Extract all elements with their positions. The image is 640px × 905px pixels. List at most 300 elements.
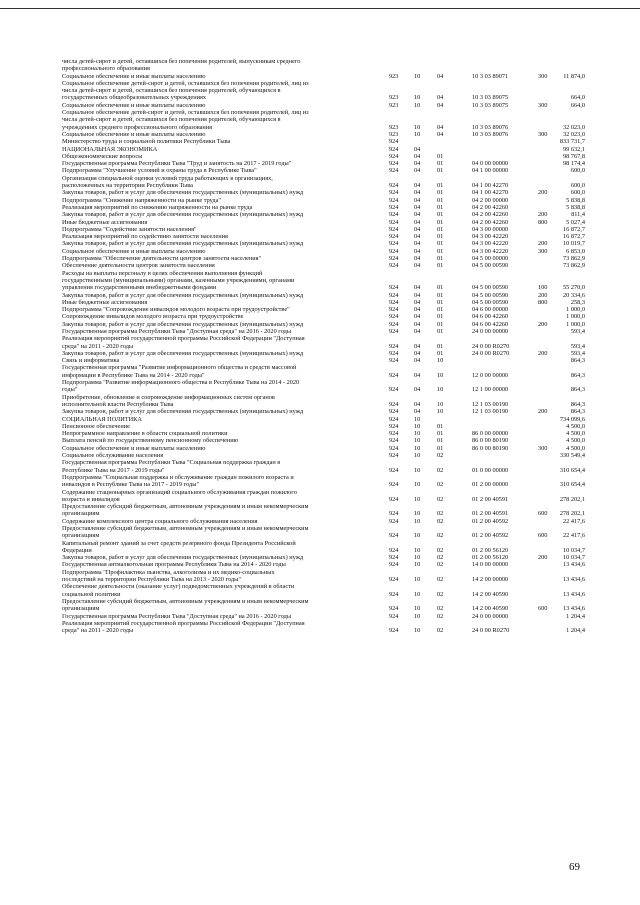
subsection-code: 01	[437, 437, 444, 445]
description-line: социальной политики	[62, 590, 121, 598]
description-line: Реализация мероприятий государственной программы Российской Федерации "Доступная	[62, 335, 305, 343]
table-row	[0, 394, 640, 409]
section-code: 04	[414, 225, 421, 233]
ministry-code: 924	[389, 400, 399, 408]
description-line: Реализация мероприятий по содействию занятости населения	[62, 233, 228, 241]
row-description	[62, 58, 380, 73]
amount: 16 872,7	[562, 233, 585, 241]
description-line: Подпрограмма "Социальная поддержка и обслуживание граждан пожилого возраста и	[62, 473, 294, 481]
row-description	[62, 423, 380, 430]
row-description	[62, 328, 380, 335]
target-article-code: 04 3 00 42220	[472, 240, 509, 248]
expense-type-code: 300	[538, 130, 548, 138]
ministry-code: 924	[389, 255, 399, 263]
target-article-code: 24 0 00 R0270	[472, 342, 510, 350]
section-code: 10	[414, 94, 421, 102]
amount: 10 019,7	[562, 240, 585, 248]
subsection-code: 02	[437, 517, 444, 525]
target-article-code: 12 0 00 00000	[472, 371, 509, 379]
subsection-code: 10	[437, 400, 444, 408]
amount: 32 023,0	[562, 130, 585, 138]
amount: 4 500,0	[566, 444, 585, 452]
subsection-code: 02	[437, 627, 444, 635]
ministry-code: 924	[389, 605, 399, 613]
description-line: последствий на территории Республики Тыва на 2013 - 2020 годы"	[62, 576, 241, 584]
row-description	[62, 350, 380, 357]
amount: 1 000,0	[566, 306, 585, 314]
section-code: 10	[414, 452, 421, 460]
description-line: Непрограммное направление в области социальной политики	[62, 430, 228, 438]
section-code: 04	[414, 306, 421, 314]
row-description	[62, 73, 380, 80]
table-row	[0, 445, 640, 452]
table-row	[0, 583, 640, 598]
ministry-code: 924	[389, 554, 399, 562]
ministry-code: 924	[389, 291, 399, 299]
section-code: 04	[414, 320, 421, 328]
target-article-code: 04 6 00 42260	[472, 313, 509, 321]
target-article-code: 01 0 00 00000	[472, 466, 509, 474]
table-row	[0, 408, 640, 415]
target-article-code: 10 3 03 89076	[472, 123, 509, 131]
ministry-code: 924	[389, 342, 399, 350]
row-description	[62, 175, 380, 190]
description-line: Государственная программа Республики Тыва "Социальная поддержка граждан в	[62, 459, 281, 467]
amount: 22 417,6	[562, 532, 585, 540]
subsection-code: 02	[437, 452, 444, 460]
section-code: 10	[414, 437, 421, 445]
row-description	[62, 321, 380, 328]
description-line: Государственная программа "Развитие информационного общества и средств массовой	[62, 364, 297, 372]
section-code: 04	[414, 160, 421, 168]
section-code: 10	[414, 481, 421, 489]
description-line: Социальное обеспечение и иные выплаты населению	[62, 247, 206, 255]
row-description	[62, 226, 380, 233]
subsection-code: 04	[437, 123, 444, 131]
description-line: Закупка товаров, работ и услуг для обеспечения государственных (муниципальных) нужд	[62, 291, 304, 299]
section-code: 10	[414, 510, 421, 518]
subsection-code: 01	[437, 422, 444, 430]
target-article-code: 04 6 00 00000	[472, 306, 509, 314]
subsection-code: 10	[437, 357, 444, 365]
table-row	[0, 306, 640, 313]
expense-type-code: 600	[538, 605, 548, 613]
subsection-code: 01	[437, 152, 444, 160]
section-code: 10	[414, 554, 421, 562]
subsection-code: 01	[437, 284, 444, 292]
section-code: 04	[414, 145, 421, 153]
subsection-code: 02	[437, 481, 444, 489]
table-row	[0, 233, 640, 240]
table-row	[0, 313, 640, 320]
target-article-code: 01 2 00 40591	[472, 495, 509, 503]
amount: 278 202,1	[559, 510, 585, 518]
section-code: 04	[414, 167, 421, 175]
ministry-code: 923	[389, 72, 399, 80]
ministry-code: 924	[389, 262, 399, 270]
description-line: Выплата пенсий по государственному пенсионному обеспечению	[62, 437, 239, 445]
description-line: Социальное обеспечение и иные выплаты населению	[62, 101, 206, 109]
ministry-code: 924	[389, 415, 399, 423]
amount: 99 632,1	[562, 145, 585, 153]
target-article-code: 14 0 00 00000	[472, 561, 509, 569]
row-description	[62, 204, 380, 211]
target-article-code: 04 2 00 42260	[472, 218, 509, 226]
row-description	[62, 255, 380, 262]
description-line: Общеэкономические вопросы	[62, 152, 143, 160]
ministry-code: 924	[389, 306, 399, 314]
target-article-code: 01 2 00 56120	[472, 554, 509, 562]
description-line: Содержание стационарных организаций социального обслуживания граждан пожилого	[62, 488, 297, 496]
description-line: возраста и инвалидов	[62, 495, 120, 503]
row-description	[62, 131, 380, 138]
ministry-code: 924	[389, 240, 399, 248]
subsection-code: 01	[437, 306, 444, 314]
table-row	[0, 189, 640, 196]
section-code: 04	[414, 262, 421, 270]
amount: 98 174,4	[562, 160, 585, 168]
section-code: 10	[414, 466, 421, 474]
subsection-code: 01	[437, 349, 444, 357]
description-line: Реализация мероприятий государственной программы Российской Федерации "Доступная	[62, 619, 305, 627]
amount: 593,4	[570, 342, 585, 350]
amount: 593,4	[570, 327, 585, 335]
expense-type-code: 300	[538, 101, 548, 109]
table-row	[0, 503, 640, 518]
ministry-code: 924	[389, 145, 399, 153]
row-description	[62, 437, 380, 444]
row-description	[62, 109, 380, 131]
description-line: НАЦИОНАЛЬНАЯ ЭКОНОМИКА	[62, 145, 158, 153]
table-row	[0, 489, 640, 504]
section-code: 04	[414, 247, 421, 255]
description-line: Социальное обеспечение детей-сирот и детей, оставшихся без попечения родителей, лиц из	[62, 79, 309, 87]
table-row	[0, 160, 640, 167]
section-code: 10	[414, 123, 421, 131]
subsection-code: 02	[437, 561, 444, 569]
amount: 4 500,0	[566, 437, 585, 445]
row-description	[62, 102, 380, 109]
table-row	[0, 416, 640, 423]
expense-type-code: 800	[538, 298, 548, 306]
expense-type-code: 200	[538, 554, 548, 562]
description-line: информации в Республике Тыва на 2014 - 2020 годы"	[62, 371, 205, 379]
table-row	[0, 299, 640, 306]
amount: 864,3	[570, 371, 585, 379]
ministry-code: 924	[389, 349, 399, 357]
description-line: числа детей-сирот и детей, оставшихся без попечения родителей, обучающихся в	[62, 116, 281, 124]
amount: 4 500,0	[566, 422, 585, 430]
table-row	[0, 518, 640, 525]
subsection-code: 02	[437, 605, 444, 613]
description-line: управления государственными внебюджетными фондами	[62, 284, 217, 292]
description-line: числа детей-сирот и детей, оставшихся без попечения родителей, выпускникам среднего	[62, 58, 301, 65]
expense-type-code: 200	[538, 240, 548, 248]
amount: 310 654,4	[559, 481, 585, 489]
table-row	[0, 102, 640, 109]
table-row	[0, 321, 640, 328]
row-description	[62, 364, 380, 379]
section-code: 10	[414, 444, 421, 452]
ministry-code: 924	[389, 160, 399, 168]
subsection-code: 01	[437, 430, 444, 438]
target-article-code: 04 1 00 00000	[472, 167, 509, 175]
subsection-code: 01	[437, 291, 444, 299]
ministry-code: 924	[389, 627, 399, 635]
description-line: Социальное обеспечение и иные выплаты населению	[62, 130, 206, 138]
amount: 1 000,0	[566, 313, 585, 321]
table-row	[0, 58, 640, 73]
section-code: 10	[414, 415, 421, 423]
row-description	[62, 262, 380, 269]
target-article-code: 14 2 00 00000	[472, 576, 509, 584]
target-article-code: 04 5 00 00590	[472, 284, 509, 292]
description-line: СОЦИАЛЬНАЯ ПОЛИТИКА	[62, 415, 142, 423]
ministry-code: 924	[389, 320, 399, 328]
amount: 1 204,4	[566, 612, 585, 620]
row-description	[62, 292, 380, 299]
table-row	[0, 335, 640, 350]
target-article-code: 10 3 03 89076	[472, 130, 509, 138]
description-line: государственными (муниципальными) органами, казенными учреждениями, органами	[62, 276, 295, 284]
row-description	[62, 335, 380, 350]
table-row	[0, 423, 640, 430]
description-line: расположенных на территории Республики Тыва	[62, 182, 193, 190]
description-line: Расходы на выплаты персоналу в целях обеспечения выполнения функций	[62, 269, 263, 277]
page-number: 69	[569, 861, 580, 873]
description-line: организациям	[62, 532, 100, 540]
target-article-code: 04 2 00 00000	[472, 196, 509, 204]
section-code: 10	[414, 430, 421, 438]
ministry-code: 924	[389, 138, 399, 146]
ministry-code: 924	[389, 561, 399, 569]
subsection-code: 02	[437, 612, 444, 620]
target-article-code: 01 2 00 40592	[472, 517, 509, 525]
amount: 664,0	[570, 94, 585, 102]
row-description	[62, 445, 380, 452]
table-row	[0, 357, 640, 364]
section-code: 10	[414, 546, 421, 554]
description-line: Обеспечение деятельности центров занятости населения	[62, 262, 215, 270]
target-article-code: 14 2 00 40590	[472, 590, 509, 598]
subsection-code: 02	[437, 590, 444, 598]
table-row	[0, 226, 640, 233]
ministry-code: 924	[389, 495, 399, 503]
subsection-code: 04	[437, 94, 444, 102]
target-article-code: 24 0 00 R0270	[472, 349, 510, 357]
description-line: Закупка товаров, работ и услуг для обеспечения государственных (муниципальных) нужд	[62, 408, 304, 416]
expense-type-code: 200	[538, 408, 548, 416]
section-code: 04	[414, 342, 421, 350]
description-line: организациям	[62, 605, 100, 613]
subsection-code: 02	[437, 532, 444, 540]
row-description	[62, 474, 380, 489]
ministry-code: 924	[389, 612, 399, 620]
row-description	[62, 569, 380, 584]
row-description	[62, 394, 380, 409]
subsection-code: 01	[437, 160, 444, 168]
target-article-code: 04 3 00 42220	[472, 247, 509, 255]
row-description	[62, 583, 380, 598]
amount: 55 270,0	[562, 284, 585, 292]
row-description	[62, 189, 380, 196]
amount: 73 862,9	[562, 262, 585, 270]
amount: 13 434,6	[562, 576, 585, 584]
description-line: Социальное обслуживание населения	[62, 452, 164, 460]
row-description	[62, 379, 380, 394]
row-description	[62, 146, 380, 153]
ministry-code: 923	[389, 123, 399, 131]
description-line: Связь и информатика	[62, 357, 120, 365]
table-row	[0, 430, 640, 437]
amount: 11 874,0	[563, 72, 585, 80]
subsection-code: 01	[437, 327, 444, 335]
ministry-code: 924	[389, 546, 399, 554]
table-row	[0, 255, 640, 262]
table-row	[0, 540, 640, 555]
description-line: Содержание комплексного центра социального обслуживания населения	[62, 517, 258, 525]
table-row	[0, 554, 640, 561]
amount: 833 731,7	[559, 138, 585, 146]
description-line: Закупка товаров, работ и услуг для обеспечения государственных (муниципальных) нужд	[62, 211, 304, 219]
table-row	[0, 350, 640, 357]
description-line: Приобретение, обновление и сопровождение информационных систем органов	[62, 393, 275, 401]
expense-type-code: 600	[538, 532, 548, 540]
description-line: Организация специальной оценки условий труда работающих в организациях,	[62, 174, 273, 182]
row-description	[62, 489, 380, 504]
table-row	[0, 146, 640, 153]
ministry-code: 924	[389, 422, 399, 430]
ministry-code: 924	[389, 590, 399, 598]
subsection-code: 01	[437, 218, 444, 226]
ministry-code: 924	[389, 437, 399, 445]
section-code: 10	[414, 495, 421, 503]
target-article-code: 10 3 03 89075	[472, 94, 509, 102]
expense-type-code: 200	[538, 189, 548, 197]
subsection-code: 02	[437, 576, 444, 584]
ministry-code: 924	[389, 444, 399, 452]
ministry-code: 924	[389, 481, 399, 489]
subsection-code: 01	[437, 240, 444, 248]
amount: 600,0	[570, 189, 585, 197]
target-article-code: 86 0 00 80190	[472, 444, 509, 452]
section-code: 04	[414, 371, 421, 379]
row-description	[62, 233, 380, 240]
target-article-code: 04 2 00 42260	[472, 203, 509, 211]
amount: 864,3	[570, 400, 585, 408]
expense-type-code: 200	[538, 291, 548, 299]
row-description	[62, 160, 380, 167]
target-article-code: 14 2 00 40590	[472, 605, 509, 613]
section-code: 04	[414, 240, 421, 248]
description-line: Сопровождение инвалидов молодого возраста при трудоустройстве	[62, 313, 244, 321]
table-row	[0, 167, 640, 174]
target-article-code: 04 5 00 00590	[472, 262, 509, 270]
amount: 22 417,6	[562, 517, 585, 525]
description-line: инвалидов в Республике Тыва на 2017 - 2019 годы"	[62, 481, 200, 489]
ministry-code: 924	[389, 225, 399, 233]
row-description	[62, 525, 380, 540]
target-article-code: 01 2 00 00000	[472, 481, 509, 489]
description-line: Государственная программа Республики Тыва "Труд и занятость на 2017 - 2019 годы"	[62, 160, 292, 168]
section-code: 04	[414, 386, 421, 394]
ministry-code: 923	[389, 94, 399, 102]
table-row	[0, 138, 640, 145]
amount: 13 434,6	[562, 605, 585, 613]
target-article-code: 04 6 00 42260	[472, 320, 509, 328]
subsection-code: 04	[437, 130, 444, 138]
ministry-code: 924	[389, 430, 399, 438]
ministry-code: 924	[389, 532, 399, 540]
table-row	[0, 248, 640, 255]
subsection-code: 01	[437, 211, 444, 219]
ministry-code: 924	[389, 298, 399, 306]
amount: 864,3	[570, 386, 585, 394]
section-code: 04	[414, 298, 421, 306]
row-description	[62, 620, 380, 635]
amount: 734 099,6	[559, 415, 585, 423]
ministry-code: 924	[389, 408, 399, 416]
description-line: Социальное обеспечение детей-сирот и детей, оставшихся без попечения родителей, лиц из	[62, 109, 309, 117]
table-row	[0, 598, 640, 613]
amount: 32 023,0	[562, 123, 585, 131]
description-line: Федерации	[62, 546, 92, 554]
target-article-code: 24 0 00 R0270	[472, 627, 510, 635]
section-code: 04	[414, 408, 421, 416]
ministry-code: 924	[389, 517, 399, 525]
row-description	[62, 138, 380, 145]
target-article-code: 86 0 00 80190	[472, 437, 509, 445]
description-line: исполнительной власти Республики Тыва	[62, 400, 174, 408]
target-article-code: 12 1 03 00190	[472, 408, 509, 416]
expense-type-code: 300	[538, 247, 548, 255]
target-article-code: 86 0 00 00000	[472, 430, 509, 438]
target-article-code: 01 2 00 56120	[472, 546, 509, 554]
amount: 5 838,8	[566, 196, 585, 204]
table-row	[0, 474, 640, 489]
table-row	[0, 292, 640, 299]
row-description	[62, 299, 380, 306]
table-row	[0, 452, 640, 459]
target-article-code: 04 5 00 00590	[472, 298, 509, 306]
target-article-code: 10 3 03 89075	[472, 101, 509, 109]
section-code: 04	[414, 255, 421, 263]
expense-type-code: 200	[538, 320, 548, 328]
description-line: Закупка товаров, работ и услуг для обеспечения государственных (муниципальных) нужд	[62, 189, 304, 197]
section-code: 10	[414, 517, 421, 525]
expense-type-code: 600	[538, 510, 548, 518]
ministry-code: 924	[389, 327, 399, 335]
ministry-code: 924	[389, 218, 399, 226]
subsection-code: 02	[437, 546, 444, 554]
row-description	[62, 430, 380, 437]
subsection-code: 02	[437, 510, 444, 518]
row-description	[62, 240, 380, 247]
budget-table	[0, 58, 640, 634]
ministry-code: 924	[389, 233, 399, 241]
section-code: 10	[414, 101, 421, 109]
row-description	[62, 518, 380, 525]
amount: 278 202,1	[559, 495, 585, 503]
row-description	[62, 452, 380, 459]
amount: 330 549,4	[559, 452, 585, 460]
table-row	[0, 153, 640, 160]
description-line: государственных общеобразовательных учреждениях	[62, 94, 207, 102]
ministry-code: 923	[389, 101, 399, 109]
expense-type-code: 300	[538, 72, 548, 80]
section-code: 10	[414, 590, 421, 598]
description-line: Государственная программа Республики Тыва "Доступная среда" на 2016 - 2020 годы	[62, 612, 292, 620]
